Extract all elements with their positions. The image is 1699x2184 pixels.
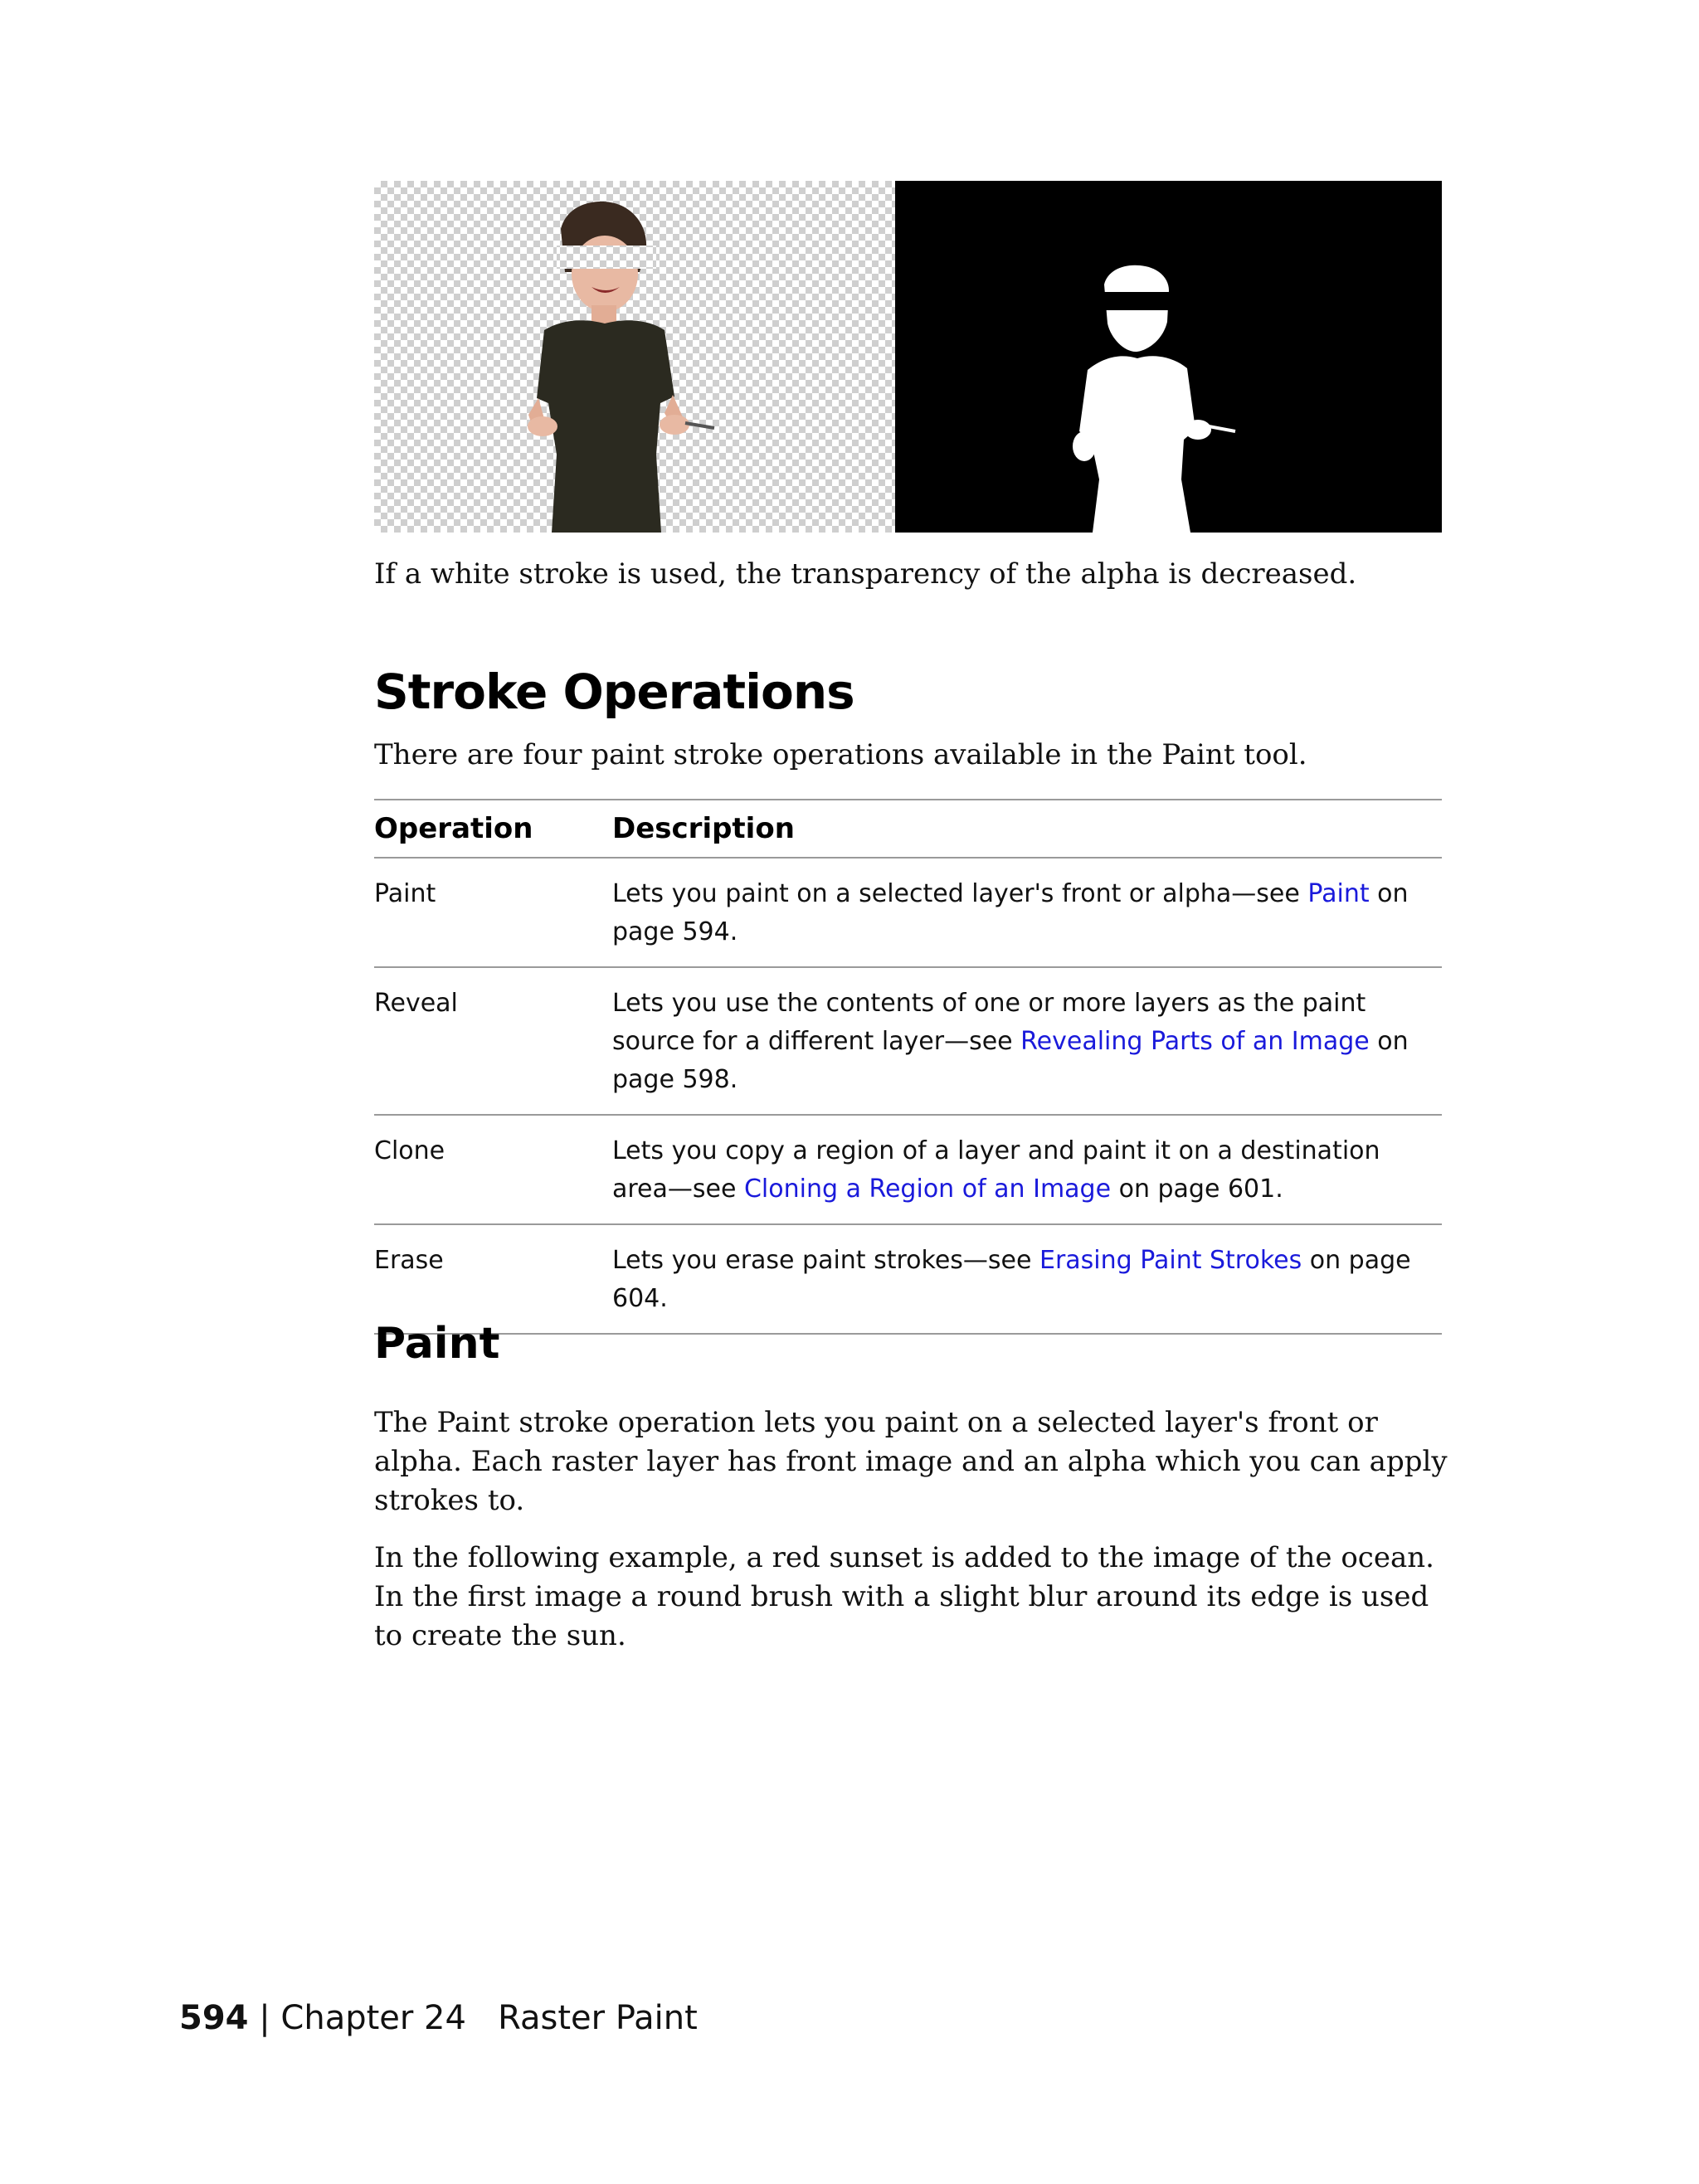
chapter-label: Chapter 24 [280,1999,466,2037]
description-text: Lets you paint on a selected layer's front or alpha—see [612,879,1308,908]
woman-transparent-image [374,181,895,533]
link-paint[interactable]: Paint [1307,879,1370,908]
operation-name: Clone [374,1115,612,1224]
footer-separator: | [248,1999,281,2037]
operation-description [612,1115,1442,1224]
link-revealing-parts[interactable]: Revealing Parts of an Image [1020,1027,1370,1056]
description-text: on page 598. [612,1027,1409,1094]
description-text: on page 604. [612,1246,1411,1313]
operation-name: Reveal [374,967,612,1115]
operation-description [612,1224,1442,1334]
page-number: 594 [179,1999,249,2037]
alpha-matte-image [895,181,1442,533]
description-text: Lets you copy a region of a layer and paint it on a destination area—see [612,1136,1380,1204]
table-row [374,1224,1442,1334]
chapter-title: Raster Paint [498,1999,698,2037]
table-row [374,858,1442,967]
description-text: on page 594. [612,879,1409,946]
operation-name: Erase [374,1224,612,1334]
description-text: on page 601. [1111,1175,1283,1204]
operation-name: Paint [374,858,612,967]
description-text: Lets you use the contents of one or more layers as the paint source for a different layer—see [612,989,1366,1056]
table-row [374,967,1442,1115]
subsection-title: Paint [374,1319,500,1369]
operation-description [612,858,1442,967]
column-header-operation: Operation [374,800,612,858]
link-cloning-region[interactable]: Cloning a Region of an Image [743,1175,1112,1204]
figure-caption: If a white stroke is used, the transparency of the alpha is decreased. [374,557,1357,591]
section-intro: There are four paint stroke operations available in the Paint tool. [374,738,1307,771]
table-header-row [374,800,1442,858]
paint-paragraph-2: In the following example, a red sunset is added to the image of the ocean. In the first image a round brush with a slight blur around its edge is used to create the sun. [374,1541,1434,1652]
section-title: Stroke Operations [374,664,854,720]
figure [374,181,1442,533]
page-footer [179,1999,698,2037]
operations-table [374,799,1442,1335]
table-row [374,1115,1442,1224]
description-text: Lets you erase paint strokes—see [612,1246,1039,1275]
paint-paragraph-1: The Paint stroke operation lets you paint on a selected layer's front or alpha. Each raster layer has front image and an alpha which you can apply strokes to. [374,1406,1448,1517]
operation-description [612,967,1442,1115]
column-header-description: Description [612,800,1442,858]
link-erasing-strokes[interactable]: Erasing Paint Strokes [1039,1246,1302,1275]
